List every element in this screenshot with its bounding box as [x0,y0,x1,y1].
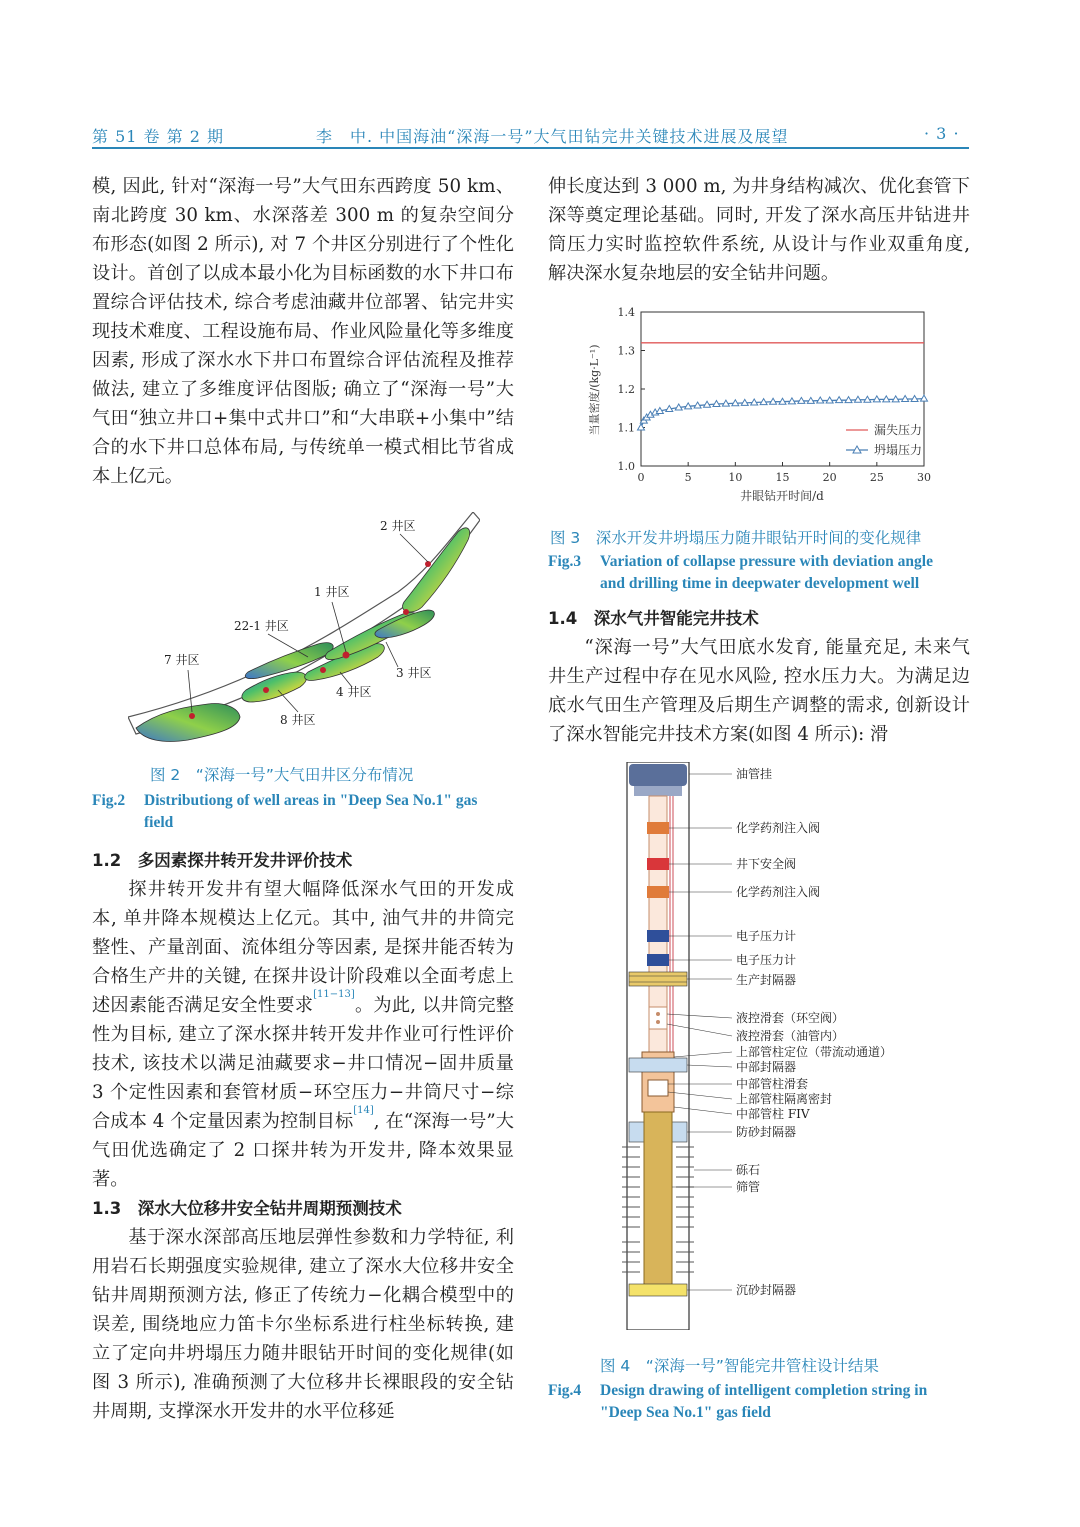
citation[interactable]: [11−13] [313,989,355,1000]
fig2-en-label: Fig.2 [92,792,126,809]
fig3-en-label: Fig.3 [548,553,582,570]
x-tick-label: 5 [684,471,692,484]
citation[interactable]: [14] [353,1105,374,1116]
well-area-7-shape [136,704,240,742]
x-tick-label: 10 [728,471,743,484]
y-tick-label: 1.1 [617,421,635,435]
paragraph: 探井转开发井有望大幅降低深水气田的开发成本, 单井降本规模达上亿元。其中, 油气井的井筒完整性、产量剖面、流体组分等因素, 是探井能否转为合格生产井的关键, 在探井设计阶段难以全面考虑上述因素能否满足安全性要求[11−13]。为此, 以井筒完整性为目标, 建立了深水探井转开发井作业可行性评价技术, 该技术以满足油藏要求−井口情况−固井质量 3 个定性因素和套管材质−环空压力−井筒尺寸−综合成本 4 个定量因素为控制目标[14], 在“深海一号”大气田优选确定了 2 口探井转为开发井, 降本效果显著。 [92,879,514,1190]
fig4-en-line1: Design drawing of intelligent completion string in [600,1382,928,1399]
x-axis-label: 井眼钻开时间/d [740,489,824,503]
x-tick-label: 20 [822,471,837,484]
fig4-label: 化学药剂注入阀 [736,885,821,899]
y-tick-label: 1.3 [617,344,635,358]
fig4-label: 化学药剂注入阀 [736,821,821,835]
fig2-label-4: 4 井区 [336,685,372,699]
fig4-label: 沉砂封隔器 [736,1283,797,1297]
figure-2-map [128,512,480,744]
y-tick-label: 1.4 [617,306,635,319]
fig2-en-line2: field [144,814,174,831]
legend-leak-pressure: 漏失压力 [874,423,923,437]
journal-volume: 第 51 卷 第 2 期 [92,127,224,146]
fig4-label: 油管挂 [736,767,773,781]
figure-4-caption-cn: 图 4 “深海一号”智能完井管柱设计结果 [600,1357,879,1375]
fig4-label: 防砂封隔器 [736,1125,797,1139]
figure-3-caption-en [548,551,970,595]
right-column-top [548,172,970,288]
fig4-label: 电子压力计 [736,929,797,943]
fig4-en-line2: "Deep Sea No.1" gas field [600,1404,771,1421]
figure-3-caption-cn: 图 3 深水开发井坍塌压力随井眼钻开时间的变化规律 [550,529,922,547]
running-title: 李 中. 中国海油“深海一号”大气田钻完井关键技术进展及展望 [316,127,789,146]
x-tick-label: 0 [637,471,645,484]
fig2-label-7: 7 井区 [164,653,200,667]
fig4-label: 上部管柱隔离密封 [736,1092,833,1106]
fig2-label-2: 2 井区 [380,519,416,533]
fig4-en-label: Fig.4 [548,1382,582,1399]
section-1-4-heading: 1.4 深水气井智能完井技术 [548,609,759,628]
fig4-label: 中部管柱 FIV [736,1107,810,1121]
figure-2-caption-cn: 图 2 “深海一号”大气田井区分布情况 [150,766,414,784]
fig3-en-line2: and drilling time in deepwater development well [600,575,920,592]
fig4-label: 液控滑套（油管内） [736,1029,845,1043]
figure-4-caption-en [548,1380,970,1424]
fig2-label-8: 8 井区 [280,713,316,727]
fig2-label-22-1: 22-1 井区 [234,619,289,633]
x-tick-label: 30 [917,471,931,484]
section-1-3-heading: 1.3 深水大位移井安全钻井周期预测技术 [92,1199,402,1218]
paragraph: 模, 因此, 针对“深海一号”大气田东西跨度 50 km、南北跨度 30 km、水深落差 300 m 的复杂空间分布形态(如图 2 所示), 对 7 个井区分别进行了个性化设计。首创了以成本最小化为目标函数的水下井口布置综合评估技术, 综合考虑油藏井位部署、钻完井实现技术难度、工程设施布局、作业风险量化等多维度因素, 形成了深水水下井口布置综合评估流程及推荐做法, 建立了多维度评估图版; 确立了“深海一号”大气田“独立井口+集中式井口”和“大串联+小集中”结合的水下井口总体布局, 与传统单一模式相比节省成本上亿元。 [92,176,514,487]
y-axis-label: 当量密度/(kg·L⁻¹) [588,344,601,436]
paragraph: 基于深水深部高压地层弹性参数和力学特征, 利用岩石长期强度实验规律, 建立了深水大位移井安全钻井周期预测方法, 修正了传统力−化耦合模型中的误差, 围绕地应力笛卡尔坐标系进行柱坐标转换, 建立了定向井坍塌压力随井眼钻开时间的变化规律(如图 3 所示), 准确预测了大位移井长裸眼段的安全钻井周期, 支撑深水开发井的水平位移延 [92,1227,514,1422]
left-column-bottom [92,846,514,1426]
fig4-label: 中部管柱滑套 [736,1077,809,1091]
y-tick-label: 1.0 [617,460,635,473]
x-tick-label: 15 [775,471,790,484]
fig4-label: 筛管 [736,1180,761,1194]
section-1-2-heading: 1.2 多因素探井转开发井评价技术 [92,851,353,870]
header-rule [92,147,969,149]
fig2-label-3: 3 井区 [396,666,432,680]
figure-2-caption-en [92,790,514,834]
fig4-label: 井下安全阀 [736,857,797,871]
x-tick-label: 25 [869,471,884,484]
figure-4-diagram [620,762,920,1330]
fig3-en-line1: Variation of collapse pressure with deviation angle [600,553,933,570]
fig4-label: 中部封隔器 [736,1060,797,1074]
y-tick-label: 1.2 [617,383,635,396]
fig4-label: 生产封隔器 [736,973,797,987]
well-area-2-shape [403,528,470,612]
figure-3-chart [584,300,944,510]
right-column-middle [548,604,970,749]
fig4-label: 砾石 [736,1163,761,1177]
paragraph: “深海一号”大气田底水发育, 能量充足, 未来气井生产过程中存在见水风险, 控水压力大。为满足边底水气田生产管理及后期生产调整的需求, 创新设计了深水智能完井技术方案(如图 4 所示): 滑 [548,637,970,745]
paragraph: 伸长度达到 3 000 m, 为井身结构减次、优化套管下深等奠定理论基础。同时, 开发了深水高压井钻进井筒压力实时监控软件系统, 从设计与作业双重角度, 解决深水复杂地层的安全钻井问题。 [548,176,970,284]
fig4-label: 液控滑套（环空阀） [736,1011,845,1025]
fig2-en-line1: Distributiong of well areas in "Deep Sea No.1" gas [144,792,478,809]
fig4-label: 电子压力计 [736,953,797,967]
left-column-top [92,172,514,491]
page-number: · 3 · [924,124,960,143]
fig4-label: 上部管柱定位（带流动通道） [736,1045,893,1059]
fig2-label-1: 1 井区 [314,585,350,599]
legend-collapse-pressure: 坍塌压力 [874,443,923,457]
